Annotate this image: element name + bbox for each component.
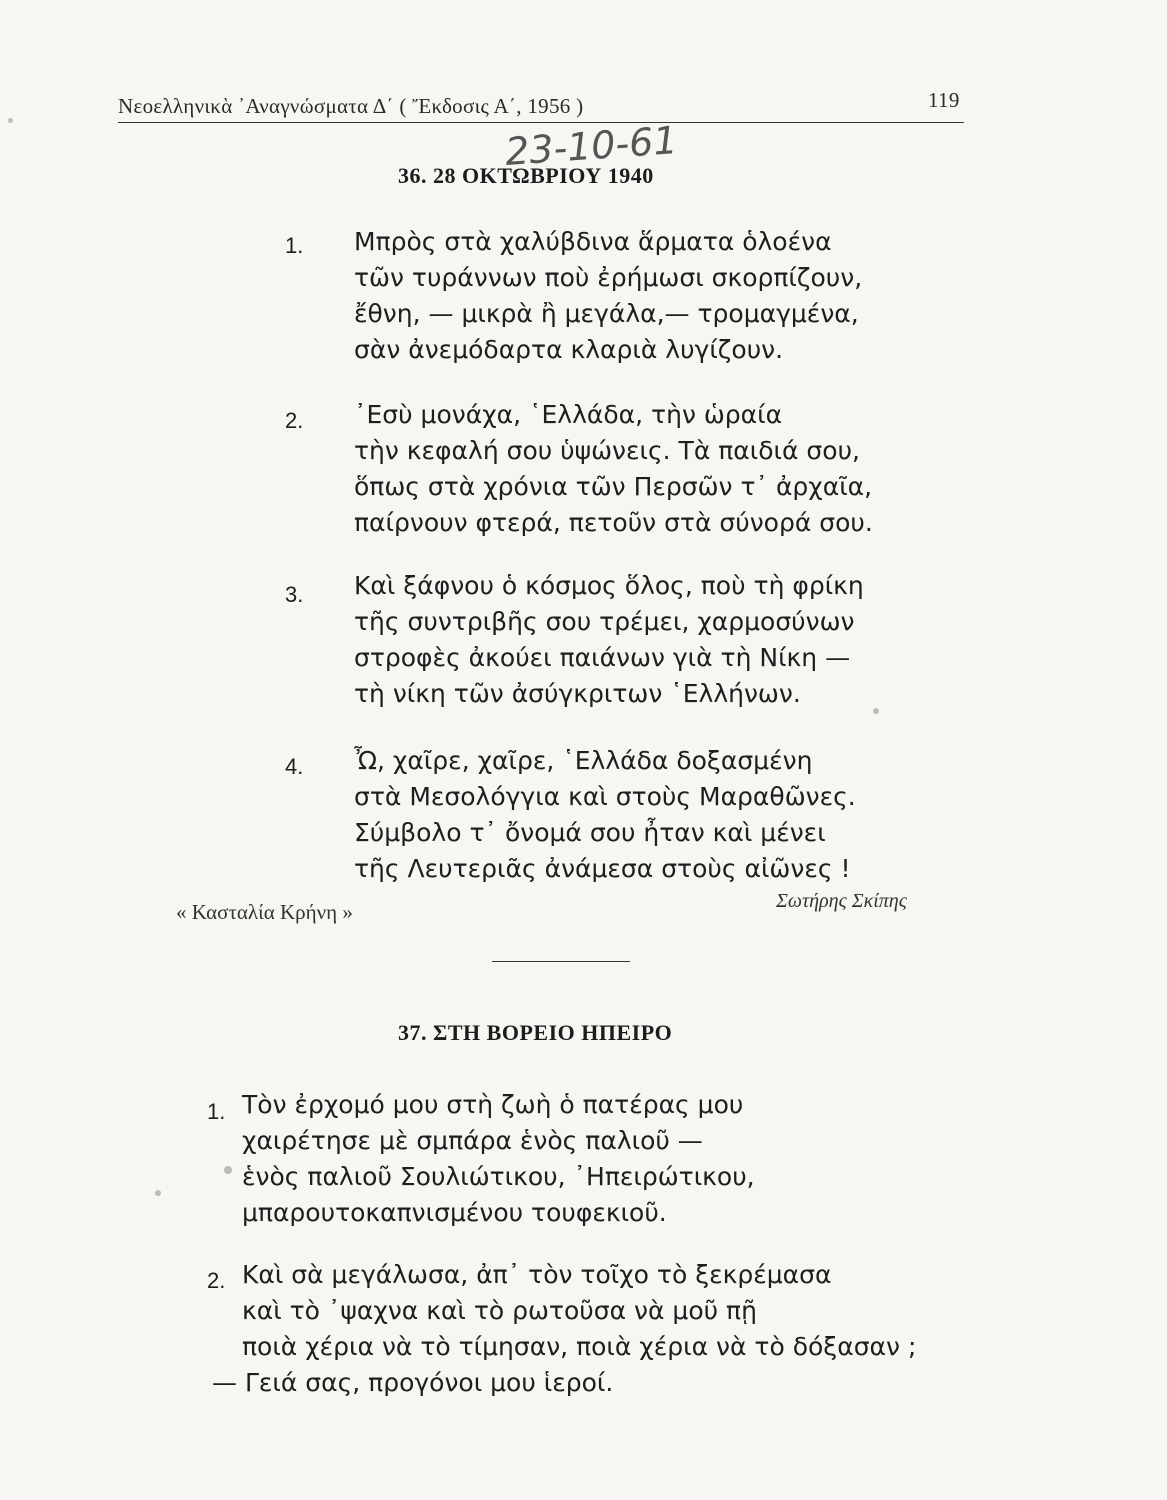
- header-rule: [118, 122, 964, 123]
- poem1-stanza4-number: 4.: [285, 754, 304, 779]
- poem2-stanza2-line3: ποιὰ χέρια νὰ τὸ τίμησαν, ποιὰ χέρια νὰ τὸ δόξασαν ;: [242, 1332, 917, 1361]
- poem2-stanza2-number: 2.: [207, 1268, 226, 1293]
- poem1-stanza3-line4: τὴ νίκη τῶν ἀσύγκριτων ῾Ελλήνων.: [354, 679, 801, 708]
- poem2-stanza1-line2: χαιρέτησε μὲ σμπάρα ἑνὸς παλιοῦ —: [242, 1126, 703, 1155]
- page-number: 119: [928, 88, 960, 112]
- handwritten-date: 23-10-61: [503, 118, 679, 174]
- poem1-stanza3-line3: στροφὲς ἀκούει παιάνων γιὰ τὴ Νίκη —: [354, 643, 851, 672]
- poem1-stanza2-line3: ὅπως στὰ χρόνια τῶν Περσῶν τ᾿ ἀρχαῖα,: [354, 472, 873, 501]
- poem1-stanza1-line1: Μπρὸς στὰ χαλύβδινα ἅρματα ὁλοένα: [354, 227, 832, 256]
- poem2-stanza1-line3: ἑνὸς παλιοῦ Σουλιώτικου, ᾿Ηπειρώτικου,: [242, 1162, 755, 1191]
- section-separator: [492, 961, 630, 962]
- poem2-stanza2-line1: Καὶ σὰ μεγάλωσα, ἀπ᾿ τὸν τοῖχο τὸ ξεκρέμασα: [242, 1260, 832, 1289]
- poem2-title: 37. ΣΤΗ ΒΟΡΕΙΟ ΗΠΕΙΡΟ: [398, 1020, 673, 1045]
- poem1-author: Σωτήρης Σκίπης: [776, 890, 907, 912]
- poem1-stanza3-line1: Καὶ ξάφνου ὁ κόσμος ὅλος, ποὺ τὴ φρίκη: [354, 571, 864, 600]
- paper-speck: [873, 708, 879, 714]
- poem1-stanza2-number: 2.: [285, 408, 304, 433]
- paper-speck: [224, 1166, 232, 1174]
- poem1-stanza4-line1: Ὦ, χαῖρε, χαῖρε, ῾Ελλάδα δοξασμένη: [354, 746, 813, 775]
- poem2-stanza2-line4: — Γειά σας, προγόνοι μου ἱεροί.: [212, 1368, 614, 1397]
- poem1-stanza1-number: 1.: [285, 233, 304, 258]
- poem1-stanza1-line4: σὰν ἀνεμόδαρτα κλαριὰ λυγίζουν.: [354, 335, 784, 364]
- paper-speck: [8, 118, 13, 123]
- poem1-stanza4-line4: τῆς Λευτεριᾶς ἀνάμεσα στοὺς αἰῶνες !: [354, 854, 851, 883]
- poem1-stanza2-line4: παίρνουν φτερά, πετοῦν στὰ σύνορά σου.: [354, 508, 873, 537]
- poem1-stanza3-number: 3.: [285, 582, 304, 607]
- poem1-title: 36. 28 ΟΚΤΩΒΡΙΟΥ 1940: [398, 163, 654, 188]
- poem1-stanza4-line2: στὰ Μεσολόγγια καὶ στοὺς Μαραθῶνες.: [354, 782, 856, 811]
- poem1-stanza2-line1: ᾿Εσὺ μονάχα, ῾Ελλάδα, τὴν ὡραία: [354, 400, 783, 429]
- poem2-stanza1-line1: Τὸν ἐρχομό μου στὴ ζωὴ ὁ πατέρας μου: [242, 1090, 744, 1119]
- poem2-stanza1-number: 1.: [207, 1099, 226, 1124]
- poem2-stanza2-line2: καὶ τὸ ᾿ψαχνα καὶ τὸ ρωτοῦσα νὰ μοῦ πῇ: [242, 1296, 757, 1325]
- poem1-stanza1-line2: τῶν τυράννων ποὺ ἐρήμωσι σκορπίζουν,: [354, 263, 863, 292]
- poem1-stanza2-line2: τὴν κεφαλή σου ὑψώνεις. Τὰ παιδιά σου,: [354, 436, 860, 465]
- poem1-stanza1-line3: ἔθνη, — μικρὰ ἢ μεγάλα,— τρομαγμένα,: [354, 299, 859, 328]
- paper-speck: [155, 1190, 161, 1196]
- running-header: Νεοελληνικὰ ᾿Αναγνώσματα Δ΄ ( Ἔκδοσις Α΄, 1956 ): [118, 94, 584, 118]
- poem2-stanza1-line4: μπαρουτοκαπνισμένου τουφεκιοῦ.: [242, 1198, 667, 1227]
- poem1-stanza3-line2: τῆς συντριβῆς σου τρέμει, χαρμοσύνων: [354, 607, 855, 636]
- poem1-source: « Κασταλία Κρήνη »: [176, 900, 353, 924]
- poem1-stanza4-line3: Σύμβολο τ᾿ ὄνομά σου ἦταν καὶ μένει: [354, 818, 826, 847]
